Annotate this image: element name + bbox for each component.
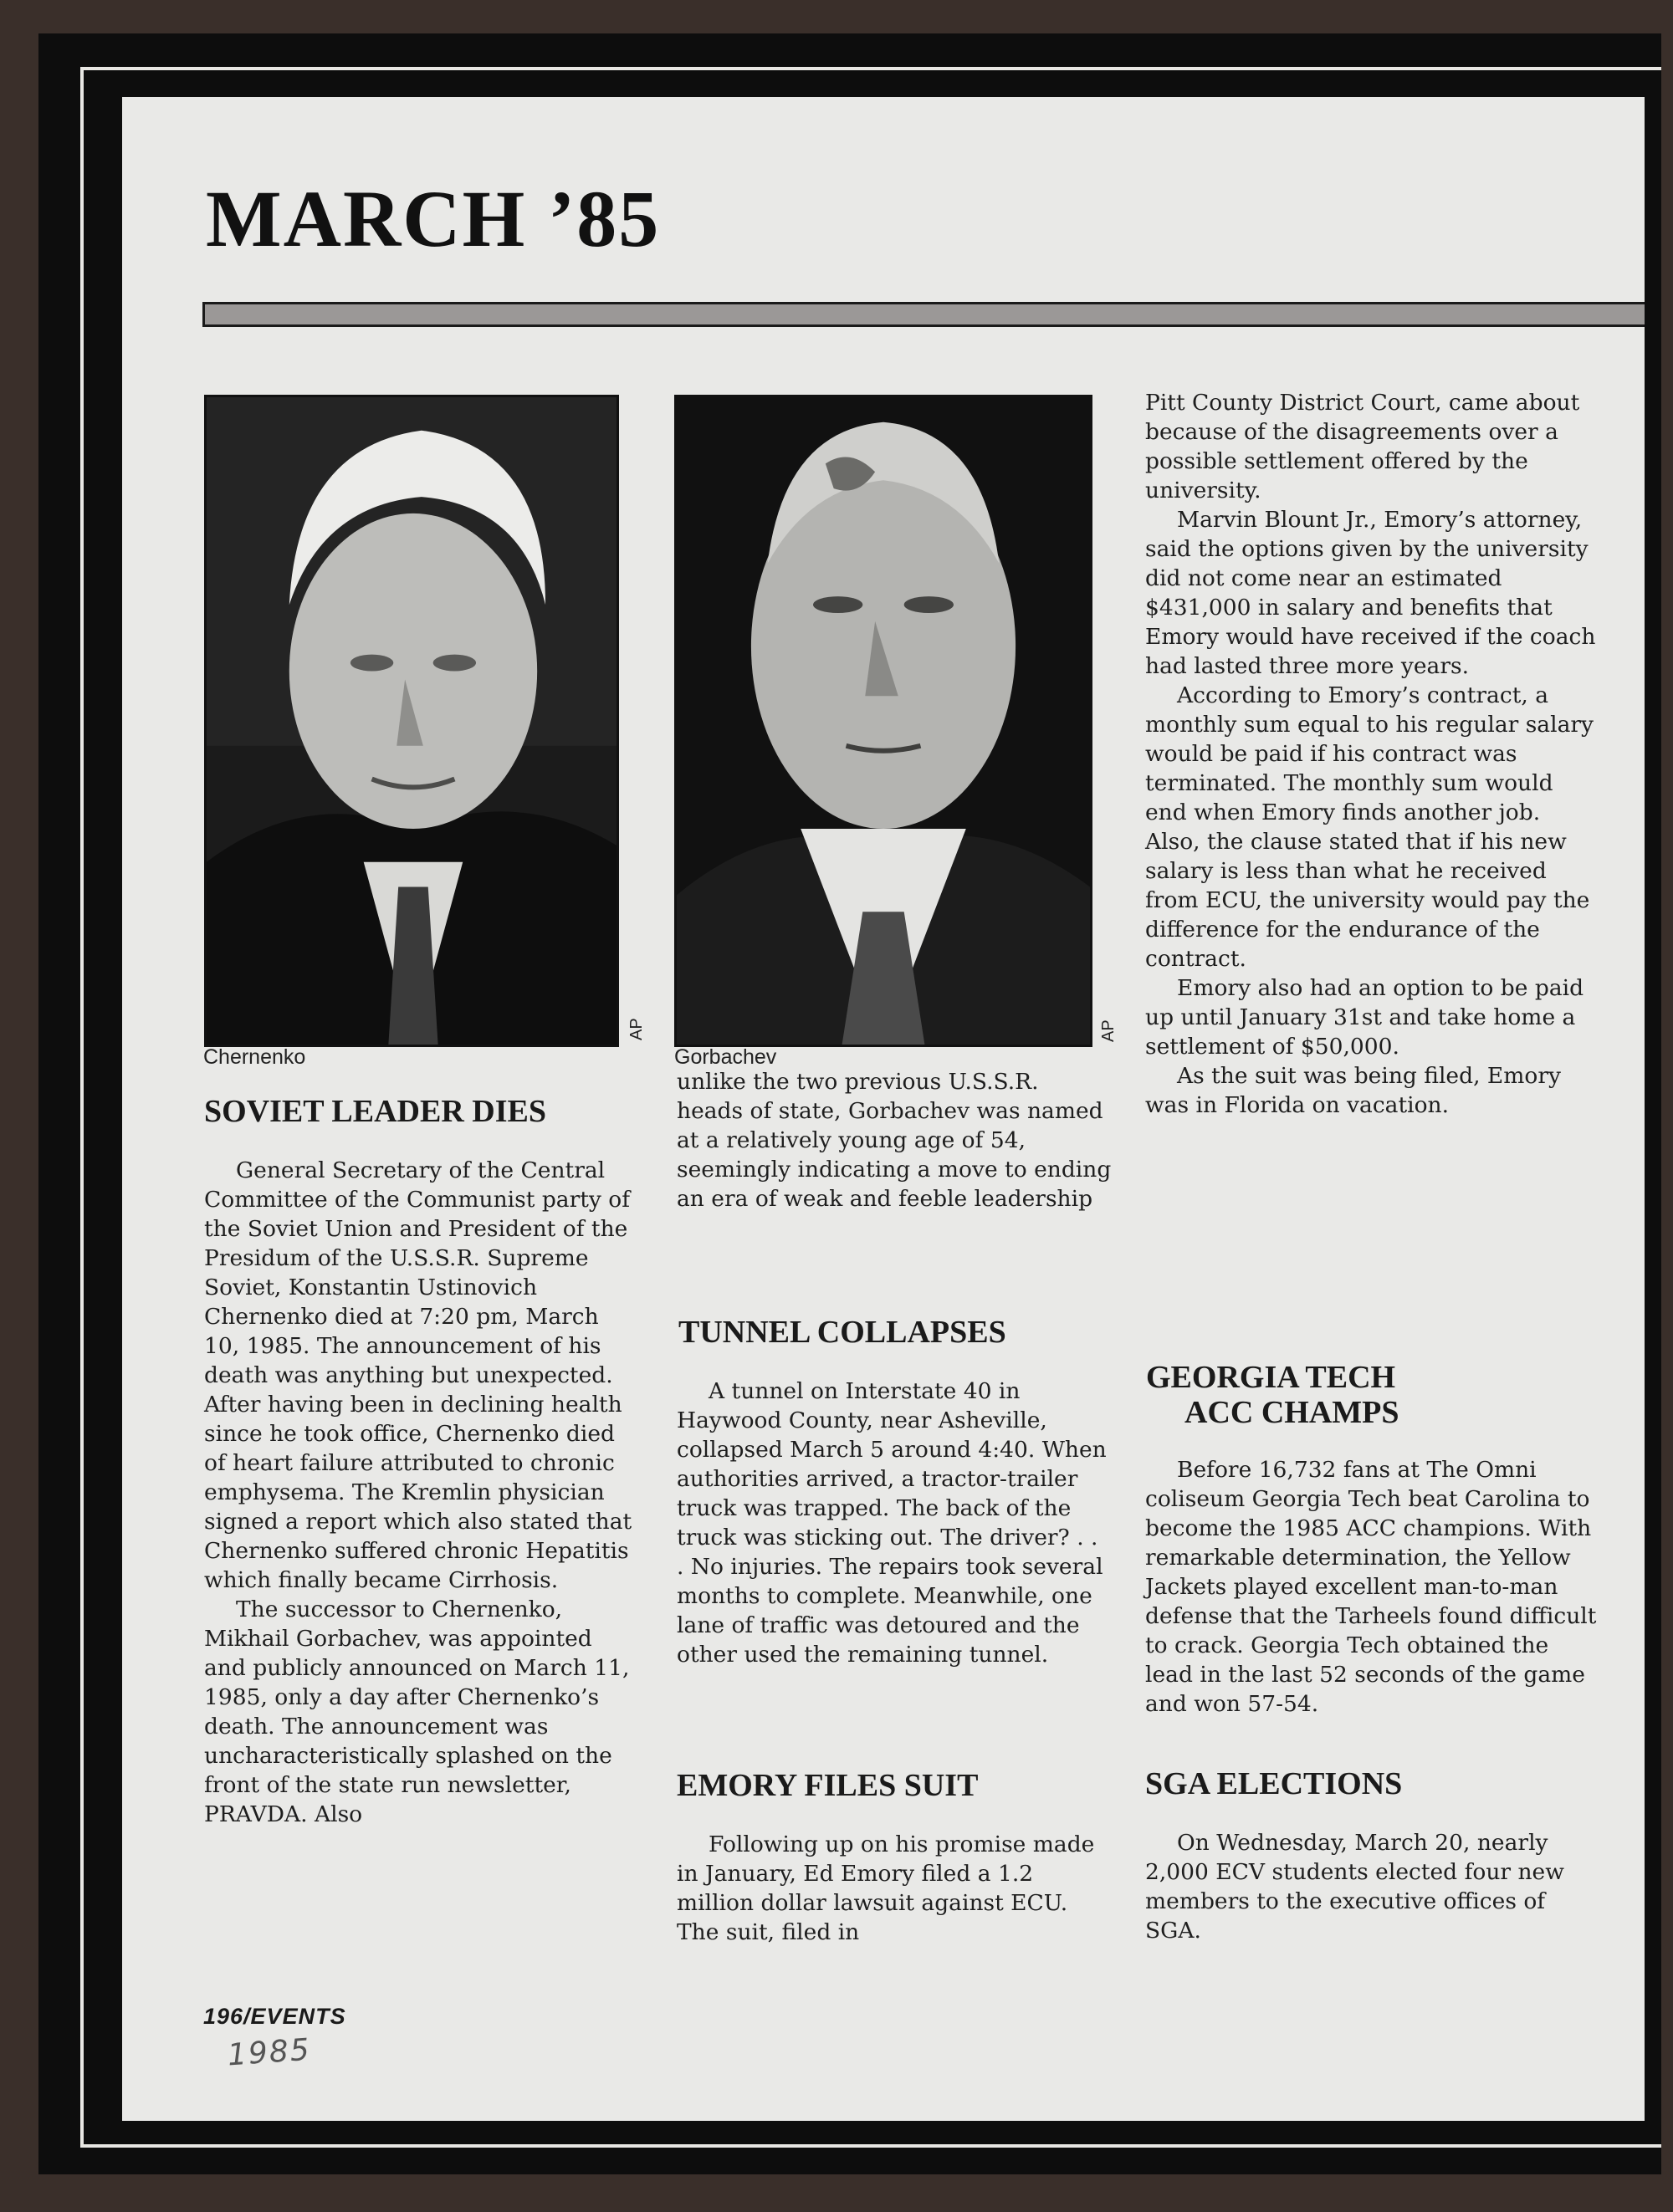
emory-paragraph: Marvin Blount Jr., Emory’s attorney, said the options given by the university did not come near an estimated $431,000 in salary and benefits that Emory would have received if the coach had lasted three more years. [1145,507,1596,679]
soviet-leader-article [204,1156,639,1829]
georgia-tech-headline-line2: ACC CHAMPS [1184,1395,1399,1430]
soviet-leader-article-continued [677,1067,1112,1213]
chernenko-caption: Chernenko [203,1045,306,1069]
georgia-tech-paragraph: Before 16,732 fans at The Omni coliseum Georgia Tech beat Carolina to become the 1985 ACC champions. With remarkable determination, the Yellow Jackets played excellent man-to-man defense that the Tarheels found difficult to crack. Georgia Tech obtained the lead in the last 52 seconds of the game and won 57-54. [1145,1457,1597,1717]
sga-article [1145,1828,1597,1945]
page-folio: 196/EVENTS [203,2004,346,2029]
emory-headline: EMORY FILES SUIT [677,1768,979,1803]
soviet-paragraph: The successor to Chernenko, Mikhail Gorbachev, was appointed and publicly announced on March 11, 1985, only a day after Chernenko’s death. The announcement was uncharacteristically splashed on the front of the state run newsletter, PRAVDA. Also [204,1596,630,1827]
tunnel-article [677,1377,1112,1669]
gorbachev-caption: Gorbachev [674,1045,777,1069]
emory-paragraph: According to Emory’s contract, a monthly sum equal to his regular salary would be paid if his contract was terminated. The monthly sum would end when Emory finds another job. Also, the clause stated that if his new salary is less than what he received from ECU, the university would pay the difference for the endurance of the contract. [1145,682,1594,972]
georgia-tech-article [1145,1455,1597,1719]
chernenko-photo-credit: AP [627,1018,646,1040]
georgia-tech-headline-line1: GEORGIA TECH [1146,1360,1396,1395]
emory-paragraph: Emory also had an option to be paid up until January 31st and take home a settlement of $50,000. [1145,975,1584,1060]
soviet-leader-headline: SOVIET LEADER DIES [204,1094,547,1129]
emory-article [677,1830,1112,1947]
handwritten-year: 1985 [226,2032,312,2073]
title-rule-bar [202,302,1645,327]
tunnel-headline: TUNNEL COLLAPSES [678,1315,1006,1350]
chernenko-photo [204,395,619,1047]
sga-headline: SGA ELECTIONS [1145,1766,1403,1801]
georgia-tech-headline [1146,1360,1399,1430]
tunnel-paragraph: A tunnel on Interstate 40 in Haywood County, near Asheville, collapsed March 5 around 4:40. When authorities arrived, a tractor-trailer truck was trapped. The back of the truck was sticking out. The driver? . . . No injuries. The repairs took several months to complete. Meanwhile, one lane of traffic was detoured and the other used the remaining tunnel. [677,1378,1107,1668]
soviet-paragraph: General Secretary of the Central Committee of the Communist party of the Soviet Union and President of the Presidum of the U.S.S.R. Supreme Soviet, Konstantin Ustinovich Chernenko died at 7:20 pm, March 10, 1985. The announcement of his death was anything but unexpected. After having been in declining health since he took office, Chernenko died of heart failure attributed to chronic emphysema. The Kremlin physician signed a report which also stated that Chernenko suffered chronic Hepatitis which finally became Cirrhosis. [204,1157,632,1593]
soviet-paragraph: unlike the two previous U.S.S.R. heads of state, Gorbachev was named at a relatively young age of 54, seemingly indicating a move to ending an era of weak and feeble leadership [677,1069,1112,1212]
page-title: MARCH ’85 [206,174,661,263]
gorbachev-photo-credit: AP [1099,1019,1118,1042]
emory-paragraph: Following up on his promise made in January, Ed Emory filed a 1.2 million dollar lawsuit against ECU. The suit, filed in [677,1831,1095,1945]
gorbachev-photo [674,395,1092,1047]
emory-paragraph: As the suit was being filed, Emory was in Florida on vacation. [1145,1063,1561,1118]
yearbook-page [122,97,1645,2121]
emory-paragraph: Pitt County District Court, came about because of the disagreements over a possible settlement offered by the university. [1145,390,1580,503]
sga-paragraph: On Wednesday, March 20, nearly 2,000 ECV students elected four new members to the executive offices of SGA. [1145,1830,1564,1944]
emory-article-continued [1145,388,1597,1120]
